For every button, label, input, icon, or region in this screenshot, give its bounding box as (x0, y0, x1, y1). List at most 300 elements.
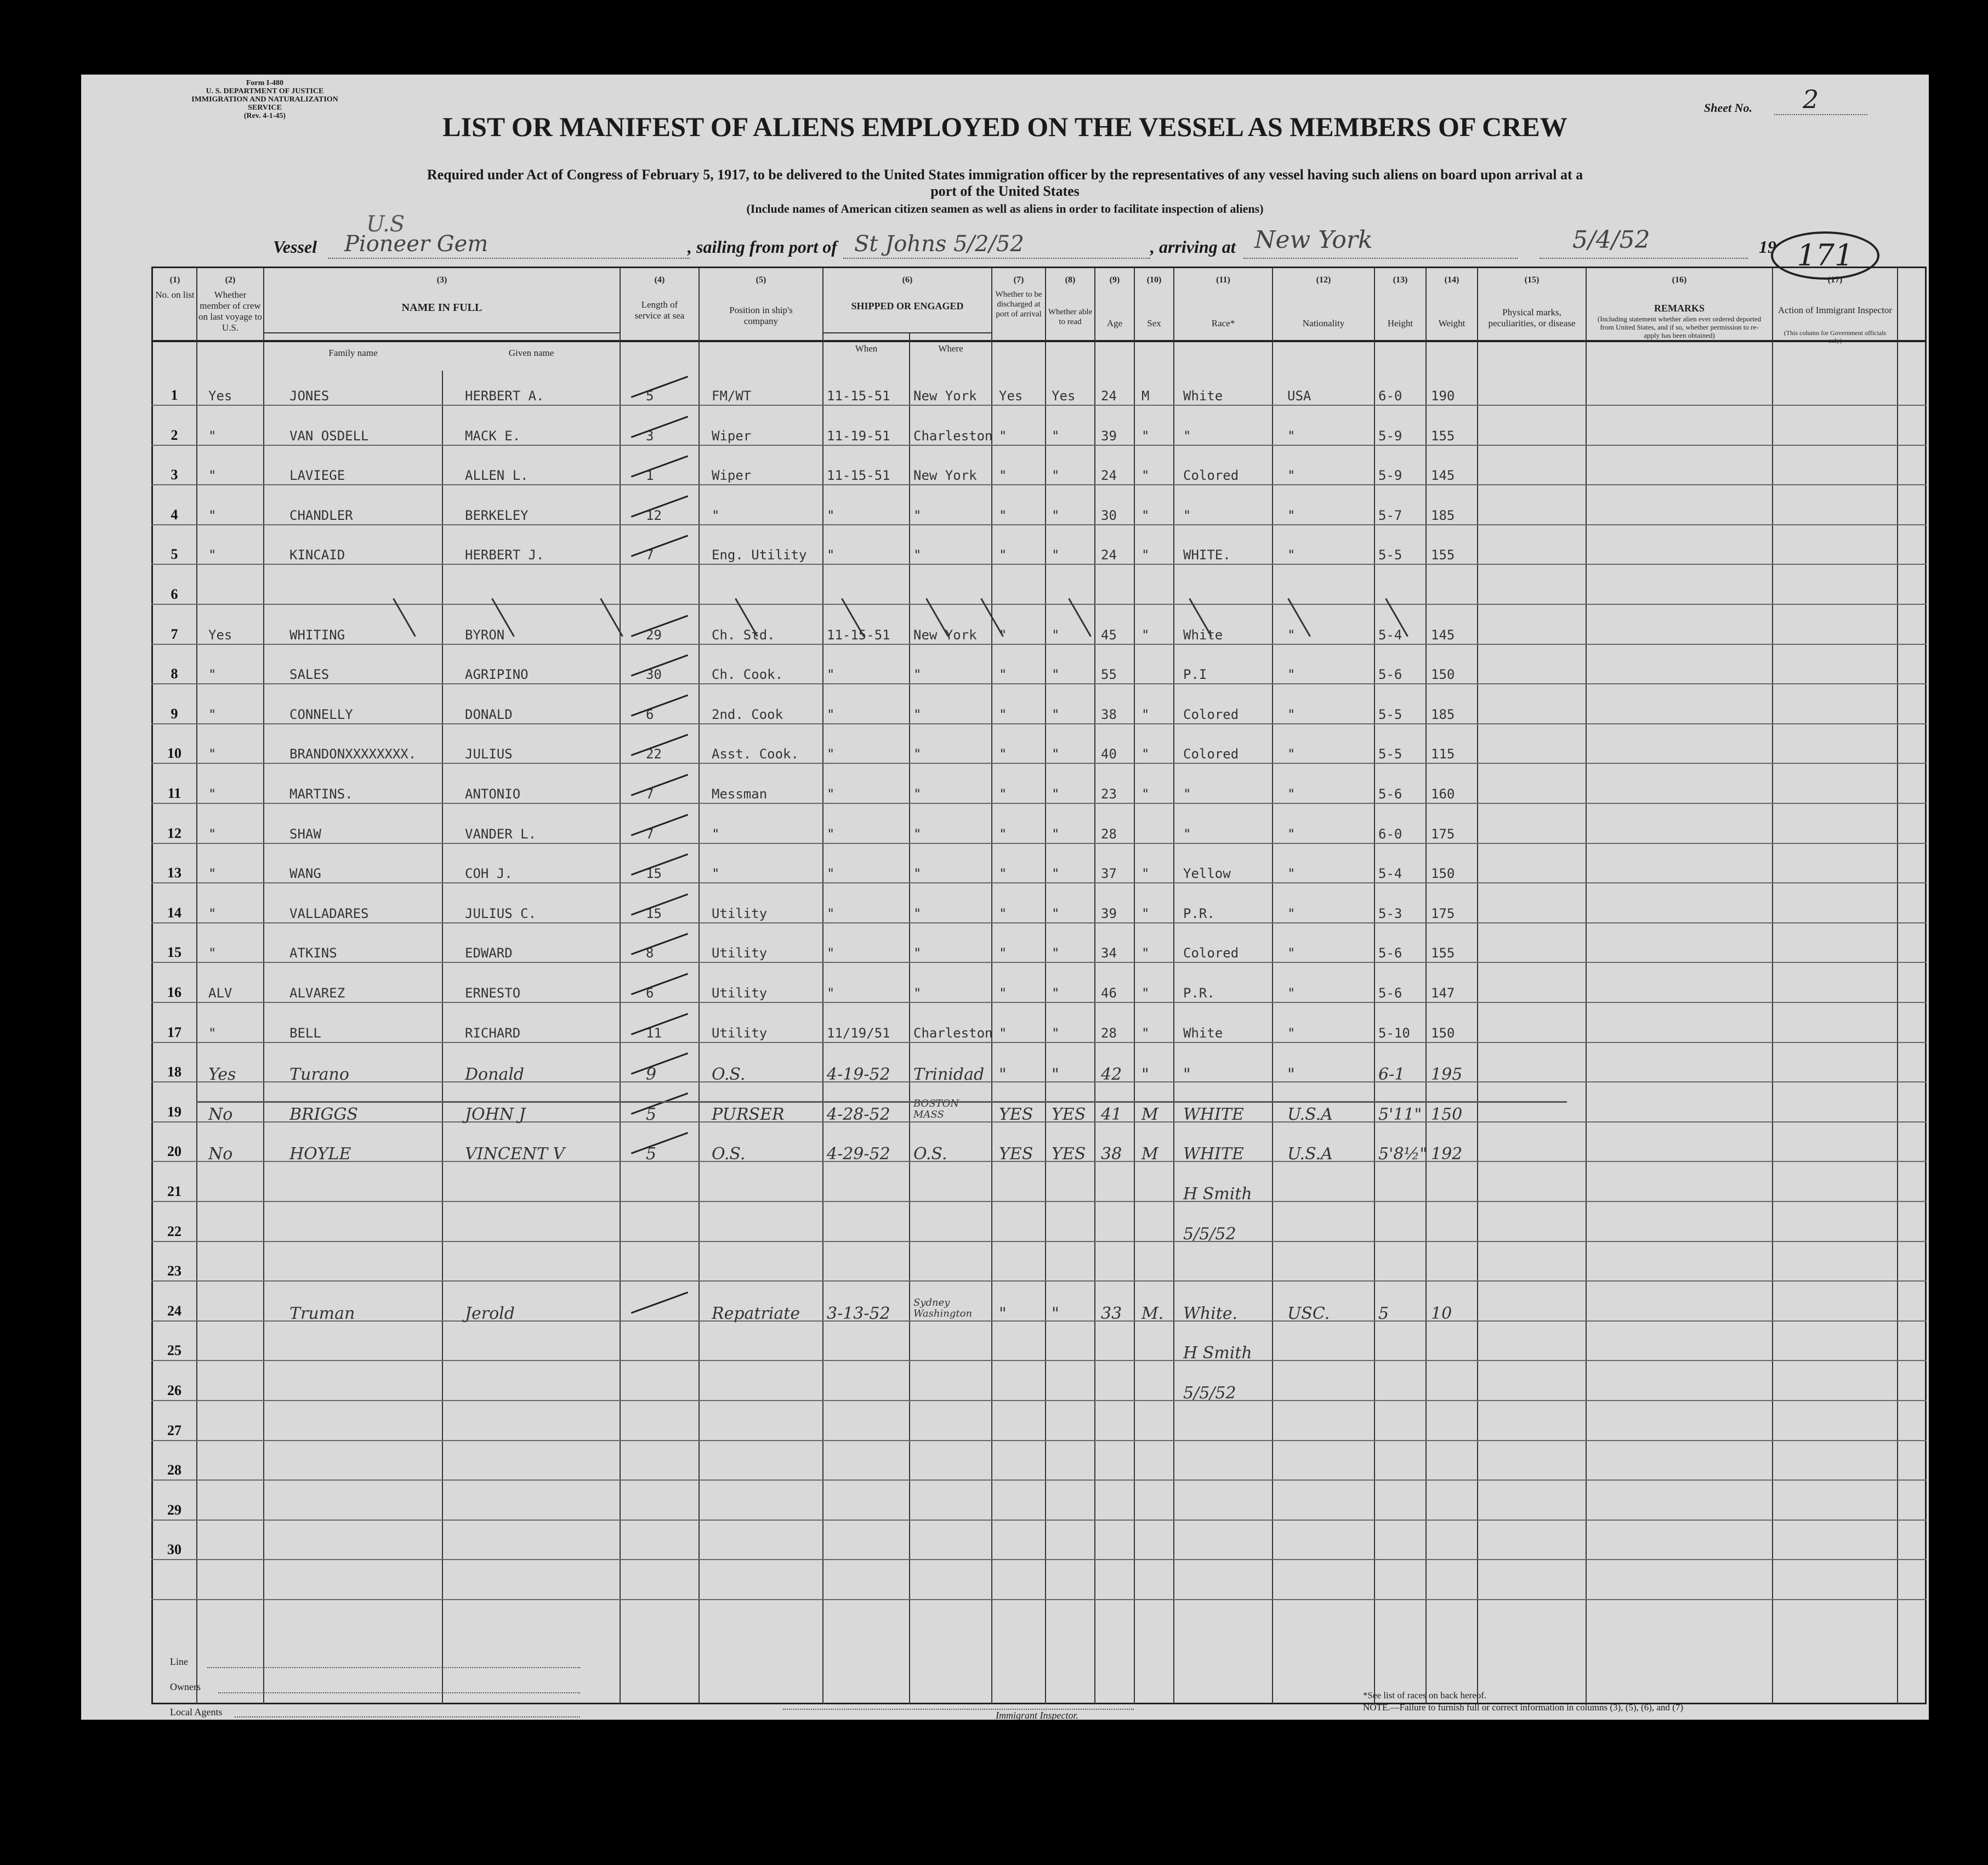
nationality-cell: " (1287, 468, 1296, 484)
shipped-where-cell: Charleston (913, 428, 993, 444)
manifest-sheet (81, 75, 1929, 1720)
prev-voyage-cell: No (208, 1104, 233, 1124)
discharge-cell: Yes (999, 388, 1023, 404)
vessel-line (328, 258, 690, 259)
col-13-header: Height (1387, 318, 1413, 328)
row-number: 26 (167, 1382, 181, 1398)
nationality-cell: " (1287, 627, 1296, 643)
col-divider (1045, 268, 1046, 1704)
owners-label: Owners (170, 1681, 201, 1692)
race-cell: White (1183, 388, 1223, 404)
weight-cell: 175 (1431, 826, 1455, 842)
ruled-line (151, 1400, 1927, 1401)
col-14-number: (14) (1444, 275, 1459, 285)
prev-voyage-cell: " (208, 786, 217, 802)
subtitle-line-1: Required under Act of Congress of February 5, 1917, to be delivered to the United States immigration officer by the representatives of any vessel having such aliens on board upon arrival at a (427, 167, 1583, 183)
agents-field (235, 1716, 580, 1717)
service-years-cell: 5 (646, 1104, 657, 1124)
read-cell: YES (1052, 1144, 1086, 1164)
col-4-header: Length of service at sea (634, 299, 685, 321)
ruled-line (151, 644, 1927, 645)
weight-cell: 145 (1431, 468, 1455, 484)
position-cell: Wiper (712, 468, 752, 484)
nationality-cell: " (1287, 905, 1296, 921)
discharge-cell: " (999, 905, 1007, 921)
family-name-cell: LAVIEGE (289, 468, 345, 484)
read-cell: Yes (1052, 388, 1076, 404)
col-3b-header: Given name (508, 348, 554, 358)
col-16-number: (16) (1672, 275, 1687, 285)
shipped-where-cell: O.S. (913, 1144, 947, 1164)
row-number: 9 (171, 705, 178, 722)
nationality-cell: " (1287, 507, 1296, 523)
row-number: 22 (167, 1223, 181, 1239)
col-15-number: (15) (1524, 275, 1540, 285)
col-12-header: Nationality (1302, 318, 1345, 328)
family-name-cell: Truman (289, 1303, 355, 1323)
shipped-when-cell: " (827, 507, 835, 523)
col-17-header: Action of Immigrant Inspector (1777, 305, 1893, 315)
year-label: 19 (1759, 237, 1776, 257)
height-cell: 5-6 (1378, 945, 1402, 961)
sex-cell: " (1141, 1065, 1149, 1085)
age-cell: 24 (1101, 547, 1117, 563)
service-years-cell: 8 (646, 945, 654, 961)
race-cell: White (1183, 1025, 1223, 1041)
family-name-cell: BRIGGS (289, 1104, 358, 1124)
name-subheader-rule (263, 332, 620, 333)
discharge-cell: " (999, 826, 1007, 842)
col-divider (196, 268, 197, 1704)
ruled-line (151, 1241, 1927, 1242)
col-5-header: Position in ship's company (729, 305, 793, 326)
sheet-label: Sheet No. (1704, 101, 1752, 115)
prev-voyage-cell: Yes (208, 1065, 236, 1085)
col-6-header: SHIPPED OR ENGAGED (851, 301, 964, 311)
nationality-cell: " (1287, 945, 1296, 961)
line-label: Line (170, 1656, 188, 1667)
service-years-cell: 7 (646, 547, 654, 563)
prev-voyage-cell: " (208, 866, 217, 882)
weight-cell: 150 (1431, 866, 1455, 882)
ruled-line (151, 1002, 1927, 1003)
arrival-date: 5/4/52 (1572, 226, 1650, 254)
col-divider (1586, 268, 1587, 1704)
col-divider (442, 371, 443, 1704)
age-cell: 45 (1101, 627, 1117, 643)
sex-cell: " (1141, 945, 1150, 961)
row-number: 12 (167, 825, 181, 841)
read-cell: " (1052, 866, 1060, 882)
age-cell: 28 (1101, 826, 1117, 842)
ruled-line (151, 1559, 1927, 1560)
shipped-where-cell: BOSTON MASS (913, 1097, 959, 1120)
ruled-line (151, 1042, 1927, 1043)
sex-cell: M (1141, 388, 1150, 404)
port-to-line (1243, 258, 1518, 259)
col-1-header: No. on list (155, 290, 195, 300)
shipped-when-cell: " (827, 667, 835, 683)
given-name-cell: COH J. (465, 866, 513, 882)
service-years-cell: 15 (646, 905, 662, 921)
col-divider (1477, 268, 1478, 1704)
inspector-label: Immigrant Inspector. (996, 1710, 1078, 1721)
prev-voyage-cell: " (208, 1025, 217, 1041)
crew-table (151, 267, 1927, 1704)
col-divider (991, 268, 992, 1704)
row-number: 16 (167, 984, 181, 1000)
row-number: 2 (171, 427, 178, 443)
given-name-cell: ALLEN L. (465, 468, 529, 484)
row-number: 18 (167, 1064, 181, 1080)
service-years-cell: 15 (646, 866, 662, 882)
prev-voyage-cell: Yes (208, 627, 232, 643)
discharge-cell: " (999, 627, 1007, 643)
row-number: 11 (167, 785, 181, 801)
age-cell: 46 (1101, 985, 1117, 1001)
sex-cell: " (1141, 468, 1150, 484)
row-number: 17 (167, 1024, 181, 1040)
race-cell: H Smith (1183, 1344, 1252, 1363)
race-cell: WHITE (1183, 1144, 1244, 1164)
height-cell: 5-5 (1378, 746, 1402, 762)
service-years-cell: 7 (646, 826, 654, 842)
row-number: 6 (171, 586, 178, 602)
given-name-cell: MACK E. (465, 428, 521, 444)
shipped-where-cell: " (913, 826, 922, 842)
sex-cell: " (1141, 905, 1150, 921)
prev-voyage-cell: Yes (208, 388, 232, 404)
sex-cell: " (1141, 428, 1150, 444)
nationality-cell: U.S.A (1287, 1104, 1333, 1124)
given-name-cell: VINCENT V (465, 1144, 565, 1164)
weight-cell: 115 (1431, 746, 1455, 762)
family-name-cell: SHAW (289, 826, 321, 842)
discharge-cell: " (999, 507, 1007, 523)
family-name-cell: CHANDLER (289, 507, 353, 523)
position-cell: O.S. (712, 1144, 746, 1164)
age-cell: 24 (1101, 468, 1117, 484)
read-cell: " (1052, 746, 1060, 762)
col-divider (1134, 268, 1135, 1704)
weight-cell: 185 (1431, 706, 1455, 722)
shipped-when-cell: 4-29-52 (827, 1144, 890, 1164)
col-13-number: (13) (1393, 275, 1408, 285)
col-6b-header: Where (938, 343, 963, 354)
col-divider (1173, 268, 1174, 1704)
sex-cell: " (1141, 985, 1150, 1001)
col-17-number: (17) (1827, 275, 1843, 285)
row-number: 10 (167, 745, 181, 762)
position-cell: O.S. (712, 1065, 746, 1085)
col-16-header: (Including statement whether alien ever ordered deported from United States, and if so, whether permission to re-apply has been obtained) (1597, 315, 1762, 339)
weight-cell: 195 (1431, 1065, 1463, 1085)
col-15-header: Physical marks, peculiarities, or disease (1488, 307, 1576, 328)
given-name-cell: AGRIPINO (465, 667, 529, 683)
prev-voyage-cell: " (208, 945, 217, 961)
row-number: 21 (167, 1183, 181, 1199)
discharge-cell: " (999, 1303, 1007, 1323)
weight-cell: 147 (1431, 985, 1455, 1001)
discharge-cell: " (999, 746, 1007, 762)
shipped-when-cell: " (827, 945, 835, 961)
service-years-cell: 29 (646, 627, 662, 643)
col-8-number: (8) (1065, 275, 1076, 285)
prev-voyage-cell: " (208, 905, 217, 921)
read-cell: " (1052, 985, 1060, 1001)
family-name-cell: KINCAID (289, 547, 345, 563)
form-department: U. S. DEPARTMENT OF JUSTICE (206, 87, 324, 95)
shipped-subheader-rule (822, 332, 991, 333)
fine-note-1: NOTE.—Failure to furnish full or correct information in columns (3), (5), (6), and (7) (1363, 1702, 1683, 1713)
discharge-cell: " (999, 428, 1007, 444)
prev-voyage-cell: ALV (208, 985, 232, 1001)
race-cell: Colored (1183, 468, 1239, 484)
weight-cell: 185 (1431, 507, 1455, 523)
col-divider (909, 332, 910, 1704)
col-3-number: (3) (436, 275, 447, 285)
ruled-line (151, 1520, 1927, 1521)
sex-cell: " (1141, 507, 1150, 523)
position-cell: " (712, 826, 720, 842)
given-name-cell: VANDER L. (465, 826, 537, 842)
sex-cell: M. (1141, 1303, 1164, 1323)
race-cell: White (1183, 627, 1223, 643)
prev-voyage-cell: " (208, 507, 217, 523)
port-from: St Johns 5/2/52 (854, 231, 1024, 257)
ruled-line (151, 763, 1927, 764)
race-cell: " (1183, 428, 1191, 444)
col-9-number: (9) (1109, 275, 1120, 285)
shipped-where-cell: " (913, 547, 922, 563)
header-bottom-rule (151, 340, 1927, 342)
position-cell: Utility (712, 905, 768, 921)
shipped-when-cell: 11-15-51 (827, 388, 890, 404)
family-name-cell: JONES (289, 388, 330, 404)
ruled-line (151, 723, 1927, 724)
col-divider (620, 268, 621, 1704)
height-cell: 5'8½" (1378, 1144, 1428, 1164)
page-title: LIST OR MANIFEST OF ALIENS EMPLOYED ON THE VESSEL AS MEMBERS OF CREW (442, 111, 1567, 142)
prev-voyage-cell: No (208, 1144, 233, 1164)
races-note: *See list of races on back hereof. (1363, 1690, 1487, 1700)
height-cell: 5-4 (1378, 866, 1402, 882)
read-cell: " (1052, 468, 1060, 484)
age-cell: 40 (1101, 746, 1117, 762)
subtitle-line-3: (Include names of American citizen seamen as well as aliens in order to facilitate inspection of aliens) (746, 202, 1264, 216)
prev-voyage-cell: " (208, 428, 217, 444)
given-name-cell: JOHN J (465, 1104, 526, 1124)
form-number: Form I-480 (246, 79, 284, 87)
shipped-when-cell: 4-19-52 (827, 1065, 890, 1085)
position-cell: Utility (712, 1025, 768, 1041)
form-revision: (Rev. 4-1-45) (243, 112, 286, 120)
family-name-cell: SALES (289, 667, 330, 683)
discharge-cell: " (999, 547, 1007, 563)
ruled-line (151, 1081, 1927, 1082)
col-divider (1272, 268, 1273, 1704)
shipped-when-cell: " (827, 547, 835, 563)
sex-cell: " (1141, 1025, 1150, 1041)
race-cell: P.I (1183, 667, 1207, 683)
shipped-where-cell: Charleston (913, 1025, 993, 1041)
height-cell: 5-5 (1378, 706, 1402, 722)
sex-cell: " (1141, 706, 1150, 722)
ruled-line (151, 1201, 1927, 1202)
nationality-cell: " (1287, 1065, 1295, 1085)
row-number: 15 (167, 944, 181, 961)
position-cell: " (712, 866, 720, 882)
discharge-cell: " (999, 468, 1007, 484)
row-number: 25 (167, 1342, 181, 1359)
read-cell: " (1052, 507, 1060, 523)
family-name-cell: BELL (289, 1025, 321, 1041)
height-cell: 5-9 (1378, 428, 1402, 444)
row-number: 14 (167, 904, 181, 921)
nationality-cell: USC. (1287, 1303, 1330, 1323)
family-name-cell: HOYLE (289, 1144, 351, 1164)
sex-cell: M (1141, 1104, 1158, 1124)
weight-cell: 150 (1431, 667, 1455, 683)
owners-field (218, 1692, 580, 1693)
given-name-cell: ANTONIO (465, 786, 521, 802)
row-number: 8 (171, 666, 178, 682)
family-name-cell: WHITING (289, 627, 345, 643)
ruled-line (151, 405, 1927, 406)
family-name-cell: WANG (289, 866, 321, 882)
shipped-where-cell: " (913, 866, 922, 882)
col-11-number: (11) (1216, 275, 1230, 285)
prev-voyage-cell: " (208, 547, 217, 563)
shipped-where-cell: " (913, 985, 922, 1001)
shipped-where-cell: Sydney Washington (913, 1296, 973, 1319)
inspector-signature-line (783, 1709, 1134, 1710)
col-2-number: (2) (225, 275, 236, 285)
read-cell: " (1052, 826, 1060, 842)
shipped-where-cell: " (913, 746, 922, 762)
row-number: 20 (167, 1143, 181, 1160)
weight-cell: 10 (1431, 1303, 1452, 1323)
family-name-cell: MARTINS. (289, 786, 353, 802)
col-divider (1374, 268, 1375, 1704)
col-divider (1897, 268, 1898, 1704)
position-cell: Ch. Cook. (712, 667, 783, 683)
read-cell: " (1052, 945, 1060, 961)
given-name-cell: HERBERT A. (465, 388, 544, 404)
prev-voyage-cell: " (208, 746, 217, 762)
ruled-line (151, 484, 1927, 485)
shipped-where-cell: New York (913, 627, 977, 643)
race-cell: " (1183, 826, 1191, 842)
ruled-line (151, 604, 1927, 605)
shipped-where-cell: " (913, 786, 922, 802)
sex-cell: " (1141, 627, 1150, 643)
height-cell: 5-9 (1378, 468, 1402, 484)
weight-cell: 155 (1431, 428, 1455, 444)
col-7-number: (7) (1013, 275, 1024, 285)
age-cell: 23 (1101, 786, 1117, 802)
service-years-cell: 6 (646, 706, 654, 722)
age-cell: 33 (1101, 1303, 1122, 1323)
given-name-cell: ERNESTO (465, 985, 521, 1001)
position-cell: Messman (712, 786, 768, 802)
ruled-line (151, 1479, 1927, 1481)
height-cell: 5-6 (1378, 786, 1402, 802)
shipped-where-cell: New York (913, 388, 977, 404)
nationality-cell: " (1287, 866, 1296, 882)
shipped-where-cell: Trinidad (913, 1065, 985, 1085)
service-years-cell: 6 (646, 985, 654, 1001)
agents-label: Local Agents (170, 1707, 223, 1717)
col-14-header: Weight (1438, 318, 1466, 328)
given-name-cell: RICHARD (465, 1025, 521, 1041)
shipped-when-cell: 11/19/51 (827, 1025, 890, 1041)
position-cell: Eng. Utility (712, 547, 807, 563)
col-divider (822, 268, 823, 1704)
age-cell: 39 (1101, 905, 1117, 921)
height-cell: 5'11" (1378, 1104, 1422, 1124)
position-cell: 2nd. Cook (712, 706, 783, 722)
position-cell: Wiper (712, 428, 752, 444)
nationality-cell: " (1287, 985, 1296, 1001)
ruled-line (151, 1161, 1927, 1162)
sex-cell: M (1141, 1144, 1158, 1164)
col-11-header: Race* (1211, 318, 1235, 328)
circled-number: 171 (1771, 231, 1879, 280)
race-cell: 5/5/52 (1183, 1224, 1236, 1244)
col-17-note: (This column for Government officials only) (1783, 329, 1887, 344)
ruled-line (151, 803, 1927, 804)
vessel-name: Pioneer Gem (344, 231, 489, 257)
height-cell: 5-3 (1378, 905, 1402, 921)
age-cell: 30 (1101, 507, 1117, 523)
service-years-cell: 30 (646, 667, 662, 683)
race-cell: Colored (1183, 746, 1239, 762)
line-field (207, 1667, 580, 1668)
given-name-cell: BERKELEY (465, 507, 529, 523)
col-1-number: (1) (169, 275, 180, 285)
race-cell: P.R. (1183, 905, 1215, 921)
shipped-when-cell: " (827, 826, 835, 842)
weight-cell: 175 (1431, 905, 1455, 921)
discharge-cell: " (999, 945, 1007, 961)
row-number: 4 (171, 506, 178, 523)
shipped-where-cell: " (913, 667, 922, 683)
row-number: 7 (171, 626, 178, 642)
prev-voyage-cell: " (208, 667, 217, 683)
shipped-when-cell: " (827, 985, 835, 1001)
given-name-cell: DONALD (465, 706, 513, 722)
family-name-cell: BRANDONXXXXXXXX. (289, 746, 417, 762)
race-cell: White. (1183, 1303, 1238, 1323)
prev-voyage-cell: " (208, 706, 217, 722)
ruled-line (151, 524, 1927, 525)
col-2-header: Whether member of crew on last voyage to U.S. (198, 290, 262, 333)
position-cell: Utility (712, 985, 768, 1001)
nationality-cell: USA (1287, 388, 1311, 404)
prev-voyage-cell: " (208, 826, 217, 842)
arriving-label: , arriving at (1150, 237, 1236, 257)
sex-cell: " (1141, 786, 1150, 802)
ruled-line (151, 1599, 1927, 1600)
position-cell: " (712, 507, 720, 523)
height-cell: 5-6 (1378, 667, 1402, 683)
discharge-cell: " (999, 706, 1007, 722)
nationality-cell: " (1287, 547, 1296, 563)
col-12-number: (12) (1316, 275, 1331, 285)
position-cell: Asst. Cook. (712, 746, 799, 762)
family-name-cell: VALLADARES (289, 905, 369, 921)
